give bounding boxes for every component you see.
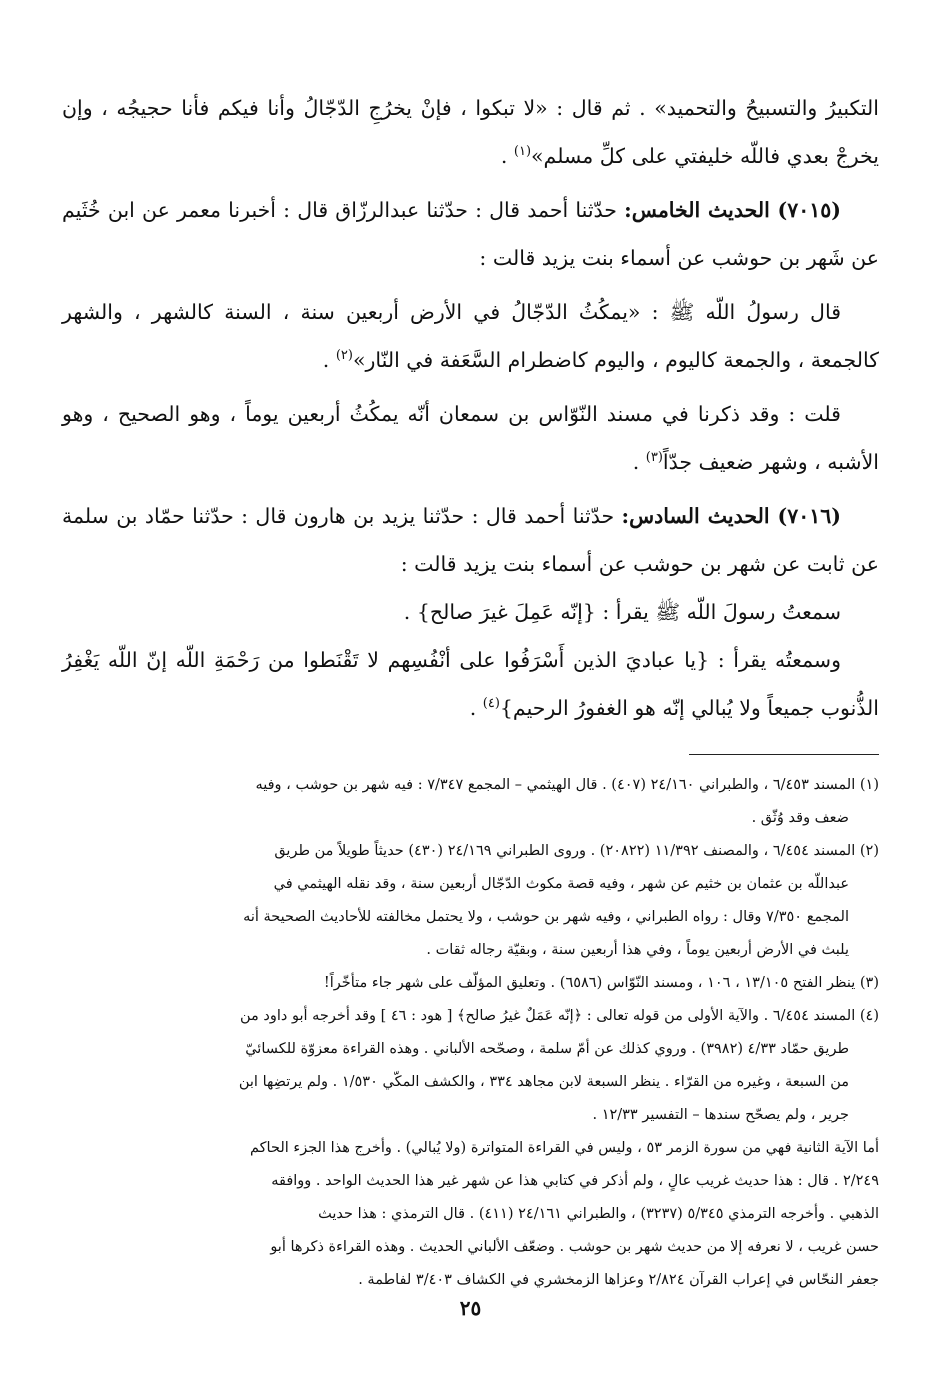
footnote-4-line-8: حسن غريب ، لا نعرفه إلا من حديث شهر بن حوشب . وضعّف الألباني الحديث . وهذه القراءة ذكرها أبو: [270, 1239, 879, 1255]
footnote-4-line-7: الذهبي . وأخرجه الترمذي ٥/٣٤٥ (٣٢٣٧) ، والطبراني ٢٤/١٦١ (٤١١) . قال الترمذي : هذا حديث: [318, 1206, 879, 1222]
hadith-6: [62, 492, 879, 588]
footnote-4-line-1: (٤) المسند ٦/٤٥٤ . والآية الأولى من قوله تعالى : ﴿إنّه عَمَلٌ غيرُ صالح﴾ [ هود : ٤٦ ] وقد أخرجه أبو داود من: [240, 1008, 879, 1024]
footnote-1-line-1: (١) المسند ٦/٤٥٣ ، والطبراني ٢٤/١٦٠ (٤٠٧) . قال الهيثمي – المجمع ٧/٣٤٧ : فيه شهر بن حوشب ، وفيه: [255, 777, 879, 793]
footnote-ref-4: (٤): [482, 696, 500, 712]
footnote-ref-3: (٣): [645, 450, 663, 466]
footnote-3: (٣) ينظر الفتح ١٣/١٠٥ ، ١٠٦ ، ومسند النّوّاس (٦٥٨٦) . وتعليق المؤلّف على شهر جاء متأخّراً!: [323, 975, 879, 991]
footnote-2-line-1: (٢) المسند ٦/٤٥٤ ، والمصنف ١١/٣٩٢ (٢٠٨٢٢) . وروى الطبراني ٢٤/١٦٩ (٤٣٠) حديثاً طويلاً من طريق: [274, 843, 879, 859]
footnote-4-line-9: جعفر النحّاس في إعراب القرآن ٢/٨٢٤ وعزاها الزمخشري في الكشاف ٣/٤٠٣ لفاطمة .: [358, 1272, 879, 1288]
footnote-4-line-4: جرير ، ولم يصحّح سندها – التفسير ١٢/٣٣ .: [592, 1107, 849, 1123]
paragraph-7: وسمعتُه يقرأ : {يا عباديَ الذين أَسْرَفُوا على أنْفُسِهم لا تَقْنَطوا من رَحْمَةِ اللّه إنّ اللّه يَغْفِرُ الذُّنوب جميعاً ولا يُبالي إنّه هو الغفورُ الرحيم}$^{(٤)}$ .: [62, 648, 879, 720]
footnote-1-line-2: ضعف وقد وُثّق .: [751, 810, 849, 826]
hadith-6-isnad: حدّثنا أحمد قال : حدّثنا يزيد بن هارون قال : حدّثنا حمّاد بن سلمة عن ثابت عن شهر بن حوشب عن أسماء بنت يزيد قالت :: [62, 504, 879, 576]
footnote-ref-1: (١): [513, 144, 532, 160]
main-text: [62, 84, 879, 732]
hadith-5-heading: (٧٠١٥) الحديث الخامس:: [624, 198, 841, 222]
footnote-4-line-3: من السبعة ، وغيره من القرّاء . ينظر السبعة لابن مجاهد ٣٣٤ ، والكشف المكّي ١/٥٣٠ . ولم يرتضِها ابن: [238, 1074, 849, 1090]
hadith-5-isnad: حدّثنا أحمد قال : حدّثنا عبدالرزّاق قال : أخبرنا معمر عن ابن خُثَيم عن شَهر بن حوشب عن أسماء بنت يزيد قالت :: [62, 198, 879, 270]
footnote-4-line-5: أما الآية الثانية فهي من سورة الزمر ٥٣ ، وليس في القراءة المتواترة (ولا يُبالي) . وأخرج هذا الجزء الحاكم: [249, 1140, 879, 1156]
footnote-2-line-3: المجمع ٧/٣٥٠ وقال : رواه الطبراني ، وفيه شهر بن حوشب ، ولا يحتمل مخالفته للأحاديث الصحيحة أنه: [243, 909, 849, 925]
footnote-4-line-6: ٢/٢٤٩ . قال : هذا حديث غريب عالٍ ، ولم أذكر في كتابي هذا عن شهر غير هذا الحديث الواحد . ووافقه: [271, 1173, 879, 1189]
paragraph-4: قلت : وقد ذكرنا في مسند النّوّاس بن سمعان أنّه يمكُثُ أربعين يوماً ، وهو الصحيح ، وهو الأشبه ، وشهر ضعيف جدّاً$^{(٣)}$ .: [62, 402, 879, 474]
footnote-4-line-2: طريق حمّاد ٤/٣٣ (٣٩٨٢) . وروي كذلك عن أمّ سلمة ، وصحّحه الألباني . وهذه القراءة معزوّة للكسائيّ: [245, 1041, 849, 1057]
footnotes: [62, 769, 879, 1297]
footnote-2-line-4: يلبث في الأرض أربعين يوماً ، وفي هذا أربعين سنة ، وبقيّة رجاله ثقات .: [426, 942, 849, 958]
footnote-ref-2: (٢): [335, 348, 353, 364]
footnote-2-line-2: عبداللّه بن عثمان بن خثيم عن شهر ، وفيه قصة مكوث الدّجّال أربعين سنة ، وقد نقله الهيثمي في: [273, 876, 849, 892]
hadith-6-heading: (٧٠١٦) الحديث السادس:: [621, 504, 841, 528]
footnote-separator: [689, 754, 879, 755]
paragraph-3: قال رسولُ اللّه ﷺ : «يمكُثُ الدّجّالُ في الأرض أربعين سنة ، السنة كالشهر ، والشهر كالجمعة ، والجمعة كاليوم ، واليوم كاضطرام السَّعَفة في النّار»$^{(٢)}$ .: [62, 300, 879, 372]
paragraph-6: سمعتُ رسولَ اللّه ﷺ يقرأ : {إنّه عَمِلَ غيرَ صالح} .: [403, 600, 841, 624]
hadith-5: [62, 186, 879, 282]
paragraph-1: التكبيرُ والتسبيحُ والتحميد» . ثم قال : «لا تبكوا ، فإنْ يخرُجِ الدّجّالُ وأنا فيكم فأنا حجيجُه ، وإن يخرجْ بعدي فاللّه خليفتي على كلِّ مسلم»$^{(١)}$ .: [62, 96, 879, 168]
page-number: ٢٥: [459, 1296, 482, 1320]
